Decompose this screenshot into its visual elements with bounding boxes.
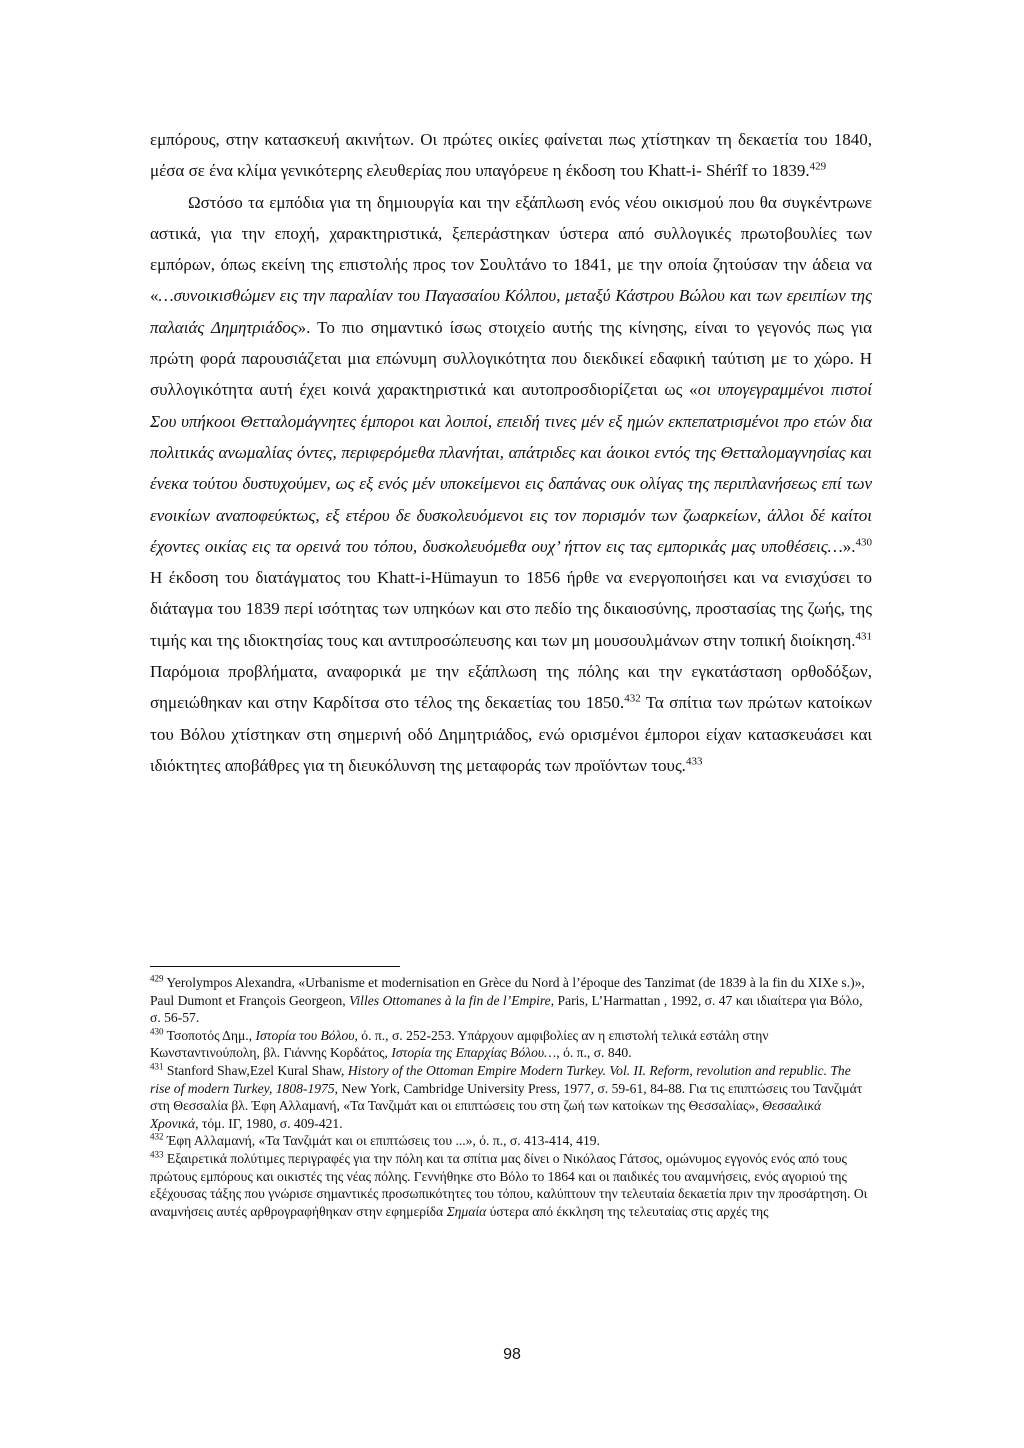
footnotes [150,974,872,1220]
footnote-432: $^{432}$ Έφη Αλλαμανή, «Τα Τανζιμάτ και οι επιπτώσεις του ...», ό. π., σ. 413-414, 419. [150,1131,600,1149]
footnote-431: $^{431}$ Stanford Shaw,Ezel Kural Shaw, History of the Ottoman Empire Modern Turkey. Vol. II. Reform, revolution and republic. The rise of modern Turkey, 1808-1975, New York, Cambridge University Press, 1977, σ. 59-61, 84-88. Για τις επιπτώσεις του Τανζιμάτ στη Θεσσαλία βλ. Έφη Αλλαμανή, «Τα Τανζιμάτ και οι επιπτώσεις του στη ζωή των κατοίκων της Θεσσαλίας», Θεσσαλικά Χρονικά, τόμ. ΙΓ, 1980, σ. 409-421. [150,1061,863,1131]
footnote-ref-433[interactable]: 433 [685,755,703,768]
footnote-ref-429[interactable]: 429 [809,160,827,173]
footnote-ref-432[interactable]: 432 [624,692,641,705]
footnote-433: $^{433}$ Εξαιρετικά πολύτιμες περιγραφές για την πόλη και τα σπίτια μας δίνει ο Νικόλαος Γάτσος, ομώνυμος εγγονός ενός από τους πρώτους εμπόρους και οικιστές της νέας πόλης. Γεννήθηκε στο Βόλο το 1864 και οι παιδικές του αναμνήσεις, ενός αγοριού της εξέχουσας τάξης που γνώρισε σημαντικές προσωπικότητες του τόπου, καλύπτουν την τελευταία δεκαετία πριν την προσάρτηση. Οι αναμνήσεις αυτές αρθρογραφήθηκαν στην εφημερίδα Σημαία ύστερα από έκκληση της τελευταίας στις αρχές της [150,1149,868,1219]
footnote-430: $^{430}$ Τσοποτός Δημ., Ιστορία του Βόλου, ό. π., σ. 252-253. Υπάρχουν αμφιβολίες αν η επιστολή τελικά εστάλη στην Κωνσταντινούπολη, βλ. Γιάννης Κορδάτος, Ιστορία της Επαρχίας Βόλου…, ό. π., σ. 840. [150,1026,769,1061]
main-text [150,124,872,781]
body-text [150,124,872,781]
footnote-ref-430[interactable]: 430 [855,536,872,549]
footnote-divider [150,966,400,967]
quote-petition: …συνοικισθώμεν εις την παραλίαν του Παγασαίου Κόλπου, μεταξύ Κάστρου Βώλου και των ερειπίων της παλαιάς Δημητριάδος [150,286,872,337]
page-number: 98 [503,1346,521,1363]
footnote-429: $^{429}$ Yerolympos Alexandra, «Urbanisme et modernisation en Grèce du Nord à l’époque des Tanzimat (de 1839 à la fin du XIXe s.)», Paul Dumont et François Georgeon, Villes Ottomanes à la fin de l’Empire, Paris, L’Harmattan , 1992, σ. 47 και ιδιαίτερα για Βόλο, σ. 56-57. [150,973,865,1026]
footnote-ref-431[interactable]: 431 [855,630,872,643]
paragraph-2: Ωστόσο τα εμπόδια για τη δημιουργία και την εξάπλωση ενός νέου οικισμού που θα συγκέντρωνε αστικά, για την εποχή, χαρακτηριστικά, ξεπεράστηκαν ύστερα από συλλογικές πρωτοβουλίες των εμπόρων, όπως εκείνη της επιστολής προς τον Σουλτάνο το 1841, με την οποία ζητούσαν την άδεια να «…συνοικισθώμεν εις την παραλίαν του Παγασαίου Κόλπου, μεταξύ Κάστρου Βώλου και των ερειπίων της παλαιάς Δημητριάδος». Το πιο σημαντικό ίσως στοιχείο αυτής της κίνησης, είναι το γεγονός πως για πρώτη φορά παρουσιάζεται μια επώνυμη συλλογικότητα που διεκδικεί εδαφική ταύτιση με το χώρο. Η συλλογικότητα αυτή έχει κοινά χαρακτηριστικά και αυτοπροσδιορίζεται ως «οι υπογεγραμμένοι πιστοί Σου υπήκοοι Θετταλομάγνητες έμποροι και λοιποί, επειδή τινες μέν εξ ημών εκπεπατρισμένοι προ ετών δια πολιτικάς ανωμαλίας όντες, περιφερόμεθα πλανήται, απάτριδες και άοικοι εντός της Θετταλομαγνησίας και ένεκα τούτου δυστυχούμεν, ως εξ ενός μέν υποκείμενοι εις δαπάνας ουκ ολίγας της περιπλανήσεως επί των ενοικίων αναποφεύκτως, εξ ετέρου δε δυσκολευόμενοι εις τον πορισμόν των ζωαρκείων, άλλοι δέ καίτοι έχοντες οικίας εις τα ορεινά του τόπου, δυσκολευόμεθα ουχ’ ήττον εις τας εμπορικάς μας υποθέσεις…».$^{430}$ Η έκδοση του διατάγματος του Khatt-i-Hümayun το 1856 ήρθε να ενεργοποιήσει και να ενισχύσει το διάταγμα του 1839 περί ισότητας των υπηκόων και στο πεδίο της δικαιοσύνης, προστασίας της ζωής, της τιμής και της ιδιοκτησίας τους και αντιπροσώπευσης και των μη μουσουλμάνων στην τοπική διοίκηση.$^{431}$ Παρόμοια προβλήματα, αναφορικά με την εξάπλωση της πόλης και την εγκατάσταση ορθοδόξων, σημειώθηκαν και στην Καρδίτσα στο τέλος της δεκαετίας του 1850.$^{432}$ Τα σπίτια των πρώτων κατοίκων του Βόλου χτίστηκαν στη σημερινή οδό Δημητριάδος, ενώ ορισμένοι έμποροι είχαν κατασκευάσει και ιδιόκτητες αποβάθρες για τη διευκόλυνση της μεταφοράς των προϊόντων τους.$^{433}$ [150,192,873,775]
quote-merchants: οι υπογεγραμμένοι πιστοί Σου υπήκοοι Θετταλομάγνητες έμποροι και λοιποί, επειδή τινες μέν εξ ημών εκπεπατρισμένοι προ ετών δια πολιτικάς ανωμαλίας όντες, περιφερόμεθα πλανήται, απάτριδες και άοικοι εντός της Θετταλομαγνησίας και ένεκα τούτου δυστυχούμεν, ως εξ ενός μέν υποκείμενοι εις δαπάνας ουκ ολίγας της περιπλανήσεως επί των ενοικίων αναποφεύκτως, εξ ετέρου δε δυσκολευόμενοι εις τον πορισμόν των ζωαρκείων, άλλοι δέ καίτοι έχοντες οικίας εις τα ορεινά του τόπου, δυσκολευόμεθα ουχ’ ήττον εις τας εμπορικάς μας υποθέσεις… [150,380,873,556]
paragraph-1: εμπόρους, στην κατασκευή ακινήτων. Οι πρώτες οικίες φαίνεται πως χτίστηκαν τη δεκαετία του 1840, μέσα σε ένα κλίμα γενικότερης ελευθερίας που υπαγόρευε η έκδοση του Khatt-i- Shérîf το 1839.$^{429}$ [150,130,872,181]
